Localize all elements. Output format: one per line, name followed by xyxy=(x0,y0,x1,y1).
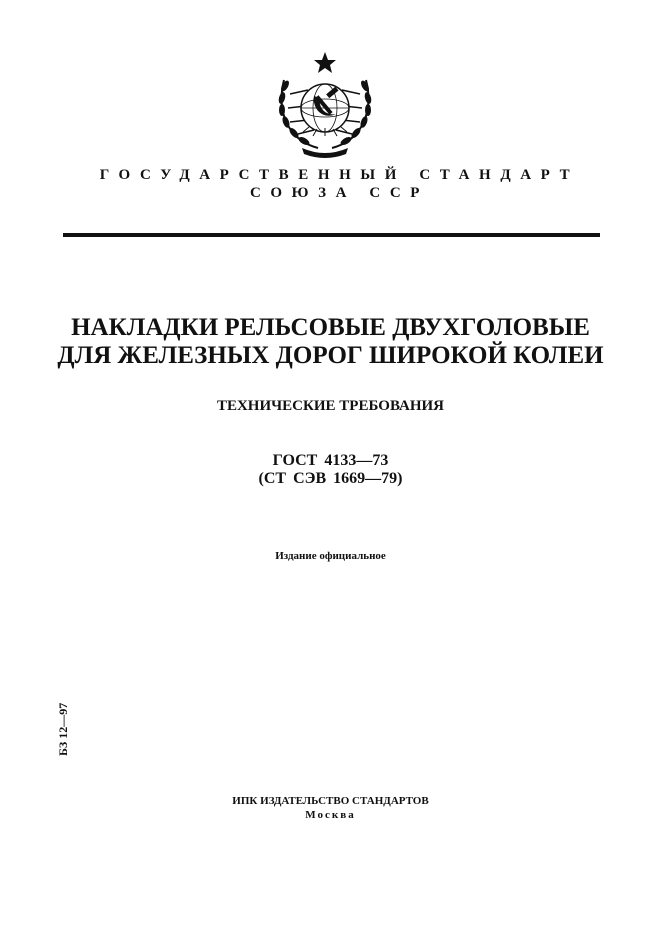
cmea-standard-code: (СТ СЭВ 1669—79) xyxy=(258,470,403,487)
title-line-2: ДЛЯ ЖЕЛЕЗНЫХ ДОРОГ ШИРОКОЙ КОЛЕИ xyxy=(57,342,604,369)
publisher: ИПК ИЗДАТЕЛЬСТВО СТАНДАРТОВ xyxy=(232,795,429,807)
standard-code: ГОСТ 4133—73 xyxy=(272,452,389,469)
title-line-1: НАКЛАДКИ РЕЛЬСОВЫЕ ДВУХГОЛОВЫЕ xyxy=(71,314,590,341)
city: Москва xyxy=(305,809,356,821)
header-line-1: ГОСУДАРСТВЕННЫЙ СТАНДАРТ xyxy=(99,167,580,183)
subtitle: ТЕХНИЧЕСКИЕ ТРЕБОВАНИЯ xyxy=(216,398,445,414)
header-line-2: СОЮЗА ССР xyxy=(249,185,430,201)
state-emblem-icon xyxy=(268,50,382,162)
edition-note: Издание официальное xyxy=(275,550,386,562)
header-divider xyxy=(63,233,600,237)
side-note: БЗ 12—97 xyxy=(56,702,70,756)
